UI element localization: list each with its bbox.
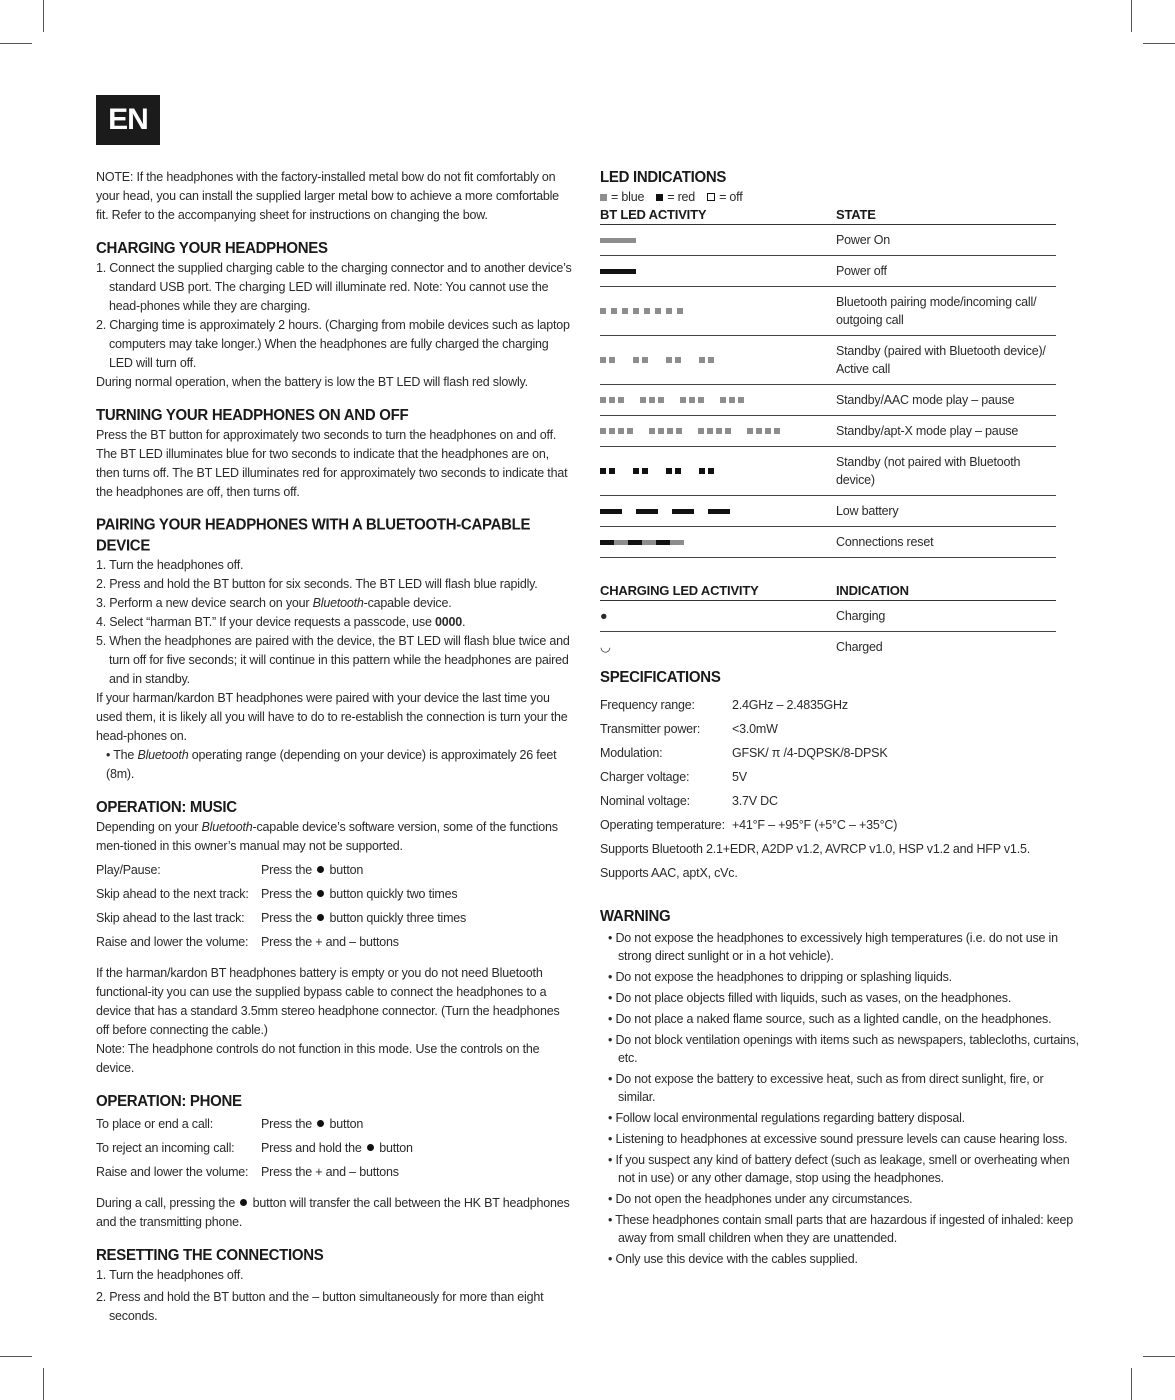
crop-mark [1131, 1368, 1132, 1400]
table-row [600, 256, 1056, 287]
text: Press and hold the [261, 1141, 365, 1155]
list-item: 1. Connect the supplied charging cable to the charging connector and to another device’s standard USB port. The charging LED will illuminate red. Note: You cannot use the head-phones while they are charging. [96, 261, 572, 313]
list-item: 2. Charging time is approximately 2 hours. (Charging from mobile devices such as laptop computers may take longer.) When the headphones are fully charged the charging LED will turn off. [96, 318, 570, 370]
control-row [96, 858, 572, 882]
text: Do not expose the headphones to dripping or splashing liquids. [615, 970, 952, 984]
text: 3. Perform a new device search on your [96, 596, 313, 610]
phone-controls [96, 1112, 572, 1184]
led-bar-blue-icon [614, 540, 628, 545]
button-dot-icon [240, 1199, 247, 1206]
list-item [96, 594, 572, 613]
text: -capable device. [363, 596, 452, 610]
language-badge: EN [96, 95, 160, 145]
led-blink-red-icon [699, 468, 705, 474]
led-blink-blue-icon [655, 308, 661, 314]
led-blink-blue-icon [774, 428, 780, 434]
led-blink-blue-icon [725, 428, 731, 434]
led-state: Standby/apt-X mode play – pause [836, 416, 1056, 447]
led-bar-red-icon [708, 509, 730, 514]
table-row [600, 385, 1056, 416]
led-blink-red-icon [609, 468, 615, 474]
text: Only use this device with the cables supplied. [615, 1252, 858, 1266]
led-blink-blue-icon [666, 357, 672, 363]
warning-list [600, 929, 1080, 1268]
spec-value: GFSK/ π /4-DQPSK/8-DPSK [732, 746, 888, 760]
control-row [96, 882, 572, 906]
list-item: 2. Press and hold the BT button for six seconds. The BT LED will flash blue rapidly. [96, 577, 538, 591]
blue-square-icon [600, 194, 607, 201]
crop-mark [1131, 0, 1132, 32]
control-value [261, 858, 363, 882]
led-blink-blue-icon [644, 308, 650, 314]
col-activity: BT LED ACTIVITY [600, 206, 836, 225]
charging-symbol: ◡ [600, 640, 611, 654]
specs-heading: SPECIFICATIONS [600, 668, 721, 687]
range-bullet [96, 746, 572, 784]
spec-row [600, 789, 1080, 813]
spec-value: 2.4GHz – 2.4835GHz [732, 698, 848, 712]
reset-heading: RESETTING THE CONNECTIONS [96, 1246, 324, 1265]
table-header [600, 206, 1056, 225]
warning-item: • Do not place a naked flame source, such as a lighted candle, on the headphones. [608, 1012, 1052, 1026]
text: During a call, pressing the [96, 1196, 239, 1210]
led-blink-blue-icon [667, 428, 673, 434]
text: 4. Select “harman BT.” If your device requests a passcode, use [96, 615, 435, 629]
led-blink-blue-icon [680, 397, 686, 403]
onoff-heading: TURNING YOUR HEADPHONES ON AND OFF [96, 406, 409, 425]
table-row [600, 225, 1056, 256]
led-blink-blue-icon [756, 428, 762, 434]
control-row [96, 1160, 572, 1184]
text: button quickly two times [326, 887, 458, 901]
control-label: Raise and lower the volume: [96, 1165, 249, 1179]
led-state: Low battery [836, 496, 1056, 527]
button-dot-icon [317, 890, 324, 897]
led-blink-blue-icon [609, 428, 615, 434]
table-row [600, 416, 1056, 447]
legend-off: = off [719, 190, 743, 204]
led-blink-blue-icon [677, 308, 683, 314]
text: Do not open the headphones under any circumstances. [615, 1192, 913, 1206]
onoff-text: Press the BT button for approximately two seconds to turn the headphones on and off. The BT LED illuminates blue for two seconds to indicate that the headphones are on, then turns off. The BT LED illuminates red for approximately two seconds to indicate that the headphones are off, then turns off. [96, 428, 568, 499]
col-state: STATE [836, 206, 1056, 225]
spec-row [600, 813, 1080, 837]
led-blink-red-icon [642, 468, 648, 474]
spec-row [600, 717, 1080, 741]
led-bar-blue-icon [600, 238, 636, 243]
button-dot-icon [317, 866, 324, 873]
spec-label: Nominal voltage: [600, 794, 690, 808]
control-value: Press the + and – buttons [261, 935, 399, 949]
pairing-after: If your harman/kardon BT headphones were paired with your device the last time you used them, it is likely all you will have to do to re-establish the connection is turn your the head-phones on. [96, 691, 568, 743]
led-blink-blue-icon [675, 357, 681, 363]
text: Follow local environmental regulations regarding battery disposal. [615, 1111, 965, 1125]
right-column [600, 168, 1080, 1271]
led-blink-blue-icon [765, 428, 771, 434]
note-text: NOTE: If the headphones with the factory-installed metal bow do not fit comfortably on your head, you can install the supplied larger metal bow to achieve a more comfortable fit. Refer to the accompanying sheet for instructions on changing the bow. [96, 170, 559, 222]
led-pattern [600, 256, 836, 287]
led-blink-blue-icon [600, 397, 606, 403]
warning-item: • These headphones contain small parts that are hazardous if ingested of inhaled: keep away from small children when they are unattended. [608, 1213, 1074, 1245]
table-row [600, 527, 1056, 558]
led-blink-blue-icon [676, 428, 682, 434]
text: Press the [261, 911, 316, 925]
control-label: Skip ahead to the last track: [96, 911, 245, 925]
led-blink-blue-icon [689, 397, 695, 403]
bt-led-table [600, 206, 1056, 558]
warning-item: • Do not open the headphones under any circumstances. [608, 1192, 913, 1206]
led-bar-red-icon [672, 509, 694, 514]
led-blink-blue-icon [658, 428, 664, 434]
text-em: Bluetooth [137, 748, 189, 762]
phone-heading: OPERATION: PHONE [96, 1092, 242, 1111]
col-indication: INDICATION [836, 582, 1056, 601]
control-label: Raise and lower the volume: [96, 935, 249, 949]
led-blink-red-icon [675, 468, 681, 474]
crop-mark [0, 43, 32, 44]
pairing-heading: PAIRING YOUR HEADPHONES WITH A BLUETOOTH-CAPABLE DEVICE [96, 516, 531, 555]
led-blink-red-icon [666, 468, 672, 474]
led-blink-blue-icon [708, 357, 714, 363]
spec-label: Modulation: [600, 746, 663, 760]
text: button [375, 1141, 413, 1155]
table-row [600, 632, 1056, 663]
warning-item: • Do not expose the headphones to excessively high temperatures (i.e. do not use in strong direct sunlight or in a hot vehicle). [608, 931, 1058, 963]
during-call-text [96, 1194, 572, 1232]
led-pattern [600, 447, 836, 496]
led-state: Power On [836, 225, 1056, 256]
pairing-steps [96, 556, 572, 689]
spec-label: Charger voltage: [600, 770, 690, 784]
led-blink-blue-icon [627, 428, 633, 434]
table-row [600, 287, 1056, 336]
spec-label: Transmitter power: [600, 722, 701, 736]
charging-state: Charging [836, 601, 1056, 632]
button-dot-icon [317, 1120, 324, 1127]
text: button quickly three times [326, 911, 467, 925]
button-dot-icon [317, 914, 324, 921]
button-dot-icon [367, 1144, 374, 1151]
control-label: To reject an incoming call: [96, 1141, 235, 1155]
led-blink-blue-icon [609, 397, 615, 403]
spec-value: +41°F – +95°F (+5°C – +35°C) [732, 818, 898, 832]
list-item: 1. Turn the headphones off. [96, 1268, 244, 1282]
led-blink-blue-icon [611, 308, 617, 314]
led-bar-red-icon [656, 540, 670, 545]
led-bar-red-icon [600, 269, 636, 274]
text: Depending on your [96, 820, 202, 834]
led-state: Bluetooth pairing mode/incoming call/ outgoing call [836, 287, 1056, 336]
music-intro [96, 818, 572, 856]
led-blink-blue-icon [747, 428, 753, 434]
led-blink-blue-icon [738, 397, 744, 403]
table-row [600, 336, 1056, 385]
charging-symbol: ● [600, 601, 836, 632]
warning-heading: WARNING [600, 907, 671, 926]
warning-item: • Do not block ventilation openings with items such as newspapers, tablecloths, curtains, etc. [608, 1033, 1079, 1065]
warning-item: • Follow local environmental regulations regarding battery disposal. [608, 1111, 965, 1125]
led-state: Standby (paired with Bluetooth device)/ Active call [836, 336, 1056, 385]
text: button will transfer the call between the HK BT headphones and the transmitting phone. [96, 1196, 570, 1229]
led-bar-blue-icon [642, 540, 656, 545]
led-blink-blue-icon [649, 397, 655, 403]
passcode: 0000 [434, 615, 462, 629]
text: Do not block ventilation openings with items such as newspapers, tablecloths, curtains, etc. [615, 1033, 1079, 1065]
music-controls [96, 858, 572, 954]
spec-row [600, 741, 1080, 765]
list-item [96, 613, 572, 632]
charging-led-table [600, 582, 1056, 662]
spec-label: Frequency range: [600, 698, 695, 712]
led-pattern [600, 385, 836, 416]
music-heading: OPERATION: MUSIC [96, 798, 237, 817]
text: . [461, 615, 466, 629]
spec-value: 3.7V DC [732, 794, 778, 808]
spec-supports: Supports AAC, aptX, cVc. [600, 866, 738, 880]
led-blink-blue-icon [658, 397, 664, 403]
led-bar-red-icon [600, 509, 622, 514]
text: Listening to headphones at excessive sound pressure levels can cause hearing loss. [615, 1132, 1068, 1146]
led-bar-red-icon [600, 540, 614, 545]
text: Do not expose the battery to excessive heat, such as from direct sunlight, fire, or similar. [615, 1072, 1044, 1104]
left-column [96, 168, 572, 1326]
led-heading: LED INDICATIONS [600, 168, 727, 187]
led-blink-blue-icon [698, 397, 704, 403]
text: Do not place objects filled with liquids, such as vases, on the headphones. [615, 991, 1012, 1005]
led-state: Standby (not paired with Bluetooth device) [836, 447, 1056, 496]
led-pattern [600, 527, 836, 558]
spec-value: 5V [732, 770, 747, 784]
text: Do not expose the headphones to excessively high temperatures (i.e. do not use in strong direct sunlight or in a hot vehicle). [615, 931, 1058, 963]
col-activity: CHARGING LED ACTIVITY [600, 582, 836, 601]
led-blink-blue-icon [699, 357, 705, 363]
warning-item: • Do not place objects filled with liquids, such as vases, on the headphones. [608, 991, 1012, 1005]
charging-steps [96, 259, 572, 373]
led-legend [600, 188, 1080, 206]
control-row [96, 1112, 572, 1136]
led-blink-red-icon [633, 468, 639, 474]
control-value [261, 906, 466, 930]
led-blink-blue-icon [642, 357, 648, 363]
warning-item: • If you suspect any kind of battery defect (such as leakage, smell or overheating when not in use) or any other damage, stop using the headphones. [608, 1153, 1070, 1185]
off-square-icon [707, 193, 715, 201]
led-bar-blue-icon [670, 540, 684, 545]
warning-item: • Listening to headphones at excessive sound pressure levels can cause hearing loss. [608, 1132, 1068, 1146]
led-blink-blue-icon [622, 308, 628, 314]
text-em: Bluetooth [201, 820, 253, 834]
text: operating range (depending on your device) is approximately 26 feet (8m). [106, 748, 557, 781]
led-blink-red-icon [708, 468, 714, 474]
table-header [600, 582, 1056, 601]
led-blink-blue-icon [600, 428, 606, 434]
crop-mark [43, 0, 44, 32]
led-blink-blue-icon [618, 397, 624, 403]
crop-mark [0, 1356, 32, 1357]
list-item: 2. Press and hold the BT button and the – button simultaneously for more than eight seconds. [96, 1290, 544, 1323]
led-blink-blue-icon [729, 397, 735, 403]
spec-row [600, 693, 1080, 717]
control-value [261, 882, 457, 906]
specs-list [600, 693, 1080, 885]
charging-state: Charged [836, 640, 883, 654]
led-bar-red-icon [628, 540, 642, 545]
text: Press the [261, 863, 316, 877]
led-blink-blue-icon [600, 357, 606, 363]
control-value [261, 1136, 413, 1160]
led-blink-blue-icon [666, 308, 672, 314]
text: Press the [261, 887, 316, 901]
spec-value: <3.0mW [732, 722, 778, 736]
led-blink-blue-icon [618, 428, 624, 434]
led-blink-blue-icon [698, 428, 704, 434]
led-blink-blue-icon [649, 428, 655, 434]
text: button [326, 1117, 364, 1131]
led-blink-blue-icon [600, 308, 606, 314]
bypass-text: If the harman/kardon BT headphones battery is empty or you do not need Bluetooth functional-ity you can use the supplied bypass cable to connect the headphones to a device that has a standard 3.5mm stereo headphone connector. (Turn the headphones off before connecting the cable.) [96, 966, 560, 1037]
reset-steps [96, 1266, 572, 1326]
legend-red: = red [667, 190, 696, 204]
led-state: Connections reset [836, 527, 1056, 558]
text: button [326, 863, 364, 877]
control-row [96, 1136, 572, 1160]
led-state: Standby/AAC mode play – pause [836, 385, 1056, 416]
led-pattern [600, 336, 836, 385]
spec-row [600, 765, 1080, 789]
led-blink-blue-icon [640, 397, 646, 403]
crop-mark [43, 1368, 44, 1400]
text: -capable device’s software version, some of the functions men-tioned in this owner’s manual may not be supported. [96, 820, 558, 853]
led-pattern [600, 287, 836, 336]
warning-item: • Do not expose the headphones to dripping or splashing liquids. [608, 970, 952, 984]
led-blink-blue-icon [720, 397, 726, 403]
charging-note: During normal operation, when the battery is low the BT LED will flash red slowly. [96, 375, 528, 389]
text: These headphones contain small parts that are hazardous if ingested of inhaled: keep away from small children when they are unattended. [615, 1213, 1074, 1245]
warning-item: • Do not expose the battery to excessive heat, such as from direct sunlight, fire, or similar. [608, 1072, 1044, 1104]
spec-supports: Supports Bluetooth 2.1+EDR, A2DP v1.2, AVRCP v1.0, HSP v1.2 and HFP v1.5. [600, 842, 1030, 856]
control-value: Press the + and – buttons [261, 1165, 399, 1179]
control-label: Skip ahead to the next track: [96, 887, 249, 901]
control-label: To place or end a call: [96, 1117, 214, 1131]
led-blink-blue-icon [633, 308, 639, 314]
led-pattern [600, 496, 836, 527]
text: If you suspect any kind of battery defect (such as leakage, smell or overheating when not in use) or any other damage, stop using the headphones. [615, 1153, 1070, 1185]
led-blink-blue-icon [716, 428, 722, 434]
list-item: 1. Turn the headphones off. [96, 558, 244, 572]
bypass-note: Note: The headphone controls do not function in this mode. Use the controls on the device. [96, 1042, 540, 1075]
led-blink-red-icon [600, 468, 606, 474]
warning-item: • Only use this device with the cables supplied. [608, 1252, 858, 1266]
led-blink-blue-icon [707, 428, 713, 434]
red-square-icon [656, 194, 663, 201]
spec-label: Operating temperature: [600, 818, 725, 832]
led-state: Power off [836, 256, 1056, 287]
crop-mark [1143, 1356, 1175, 1357]
table-row [600, 447, 1056, 496]
legend-blue: = blue [611, 190, 645, 204]
text: • The [106, 748, 138, 762]
text: Do not place a naked flame source, such as a lighted candle, on the headphones. [615, 1012, 1052, 1026]
table-row [600, 601, 1056, 632]
led-bar-red-icon [636, 509, 658, 514]
led-pattern [600, 225, 836, 256]
list-item: 5. When the headphones are paired with the device, the BT LED will flash blue twice and turn off for five seconds; it will continue in this pattern while the headphones are paired and in standby. [96, 634, 570, 686]
table-row [600, 496, 1056, 527]
control-row [96, 906, 572, 930]
text-em: Bluetooth [312, 596, 364, 610]
control-value [261, 1112, 363, 1136]
led-blink-blue-icon [633, 357, 639, 363]
control-label: Play/Pause: [96, 863, 161, 877]
led-blink-blue-icon [609, 357, 615, 363]
text: Press the [261, 1117, 316, 1131]
led-pattern [600, 416, 836, 447]
control-row [96, 930, 572, 954]
crop-mark [1143, 43, 1175, 44]
charging-heading: CHARGING YOUR HEADPHONES [96, 239, 328, 258]
